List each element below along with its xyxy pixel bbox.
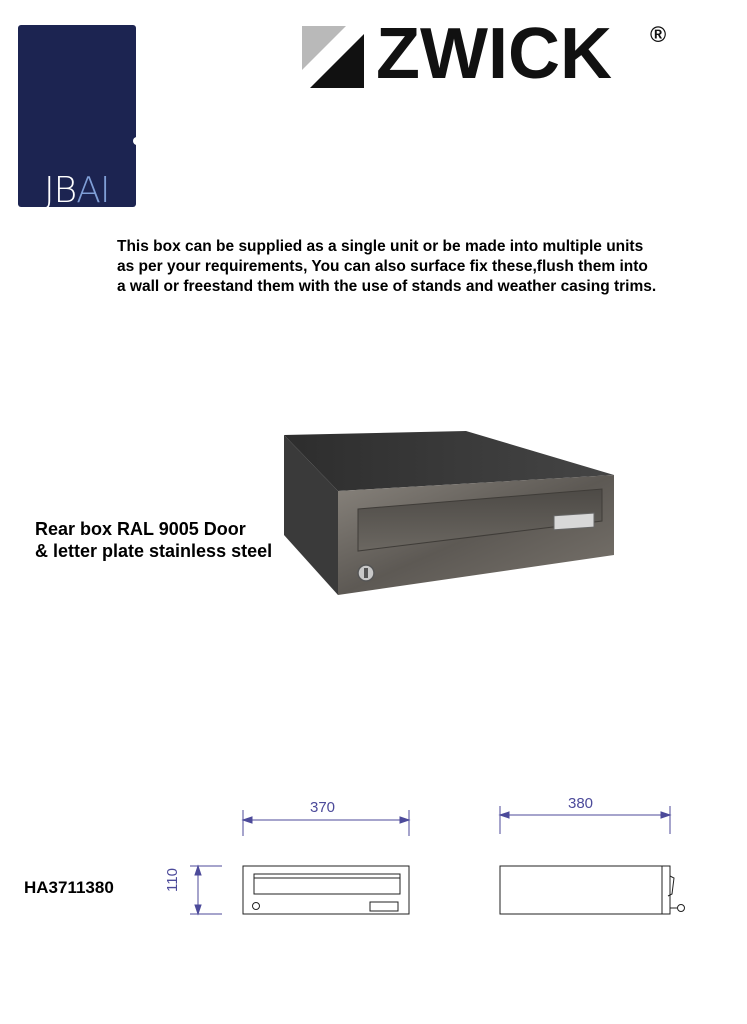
letterbox-photo <box>280 425 620 600</box>
caption-line: & letter plate stainless steel <box>35 541 273 561</box>
intro-line: as per your requirements, You can also surface fix these,flush them into <box>117 258 648 275</box>
zwick-wordmark: ZWICK <box>376 14 612 94</box>
product-caption <box>35 518 272 562</box>
logo-jb: JB <box>44 170 77 211</box>
jbai-logo-text <box>44 170 109 211</box>
depth-dimension-label: 380 <box>568 795 594 812</box>
height-dimension-label: 110 <box>164 868 181 892</box>
zwick-logo <box>302 14 682 98</box>
caption-line: Rear box RAL 9005 Door <box>35 519 246 539</box>
logo-dot-icon <box>133 137 141 145</box>
intro-line: a wall or freestand them with the use of stands and weather casing trims. <box>117 278 657 295</box>
intro-line: This box can be supplied as a single unit or be made into multiple units <box>117 238 644 255</box>
product-code: HA3711380 <box>24 878 114 897</box>
registered-mark: ® <box>650 22 667 47</box>
jbai-logo <box>18 25 136 211</box>
zwick-mark-icon <box>302 26 364 88</box>
width-dimension-label: 370 <box>310 799 336 816</box>
logo-ai: AI <box>76 170 110 211</box>
intro-paragraph <box>117 237 717 297</box>
